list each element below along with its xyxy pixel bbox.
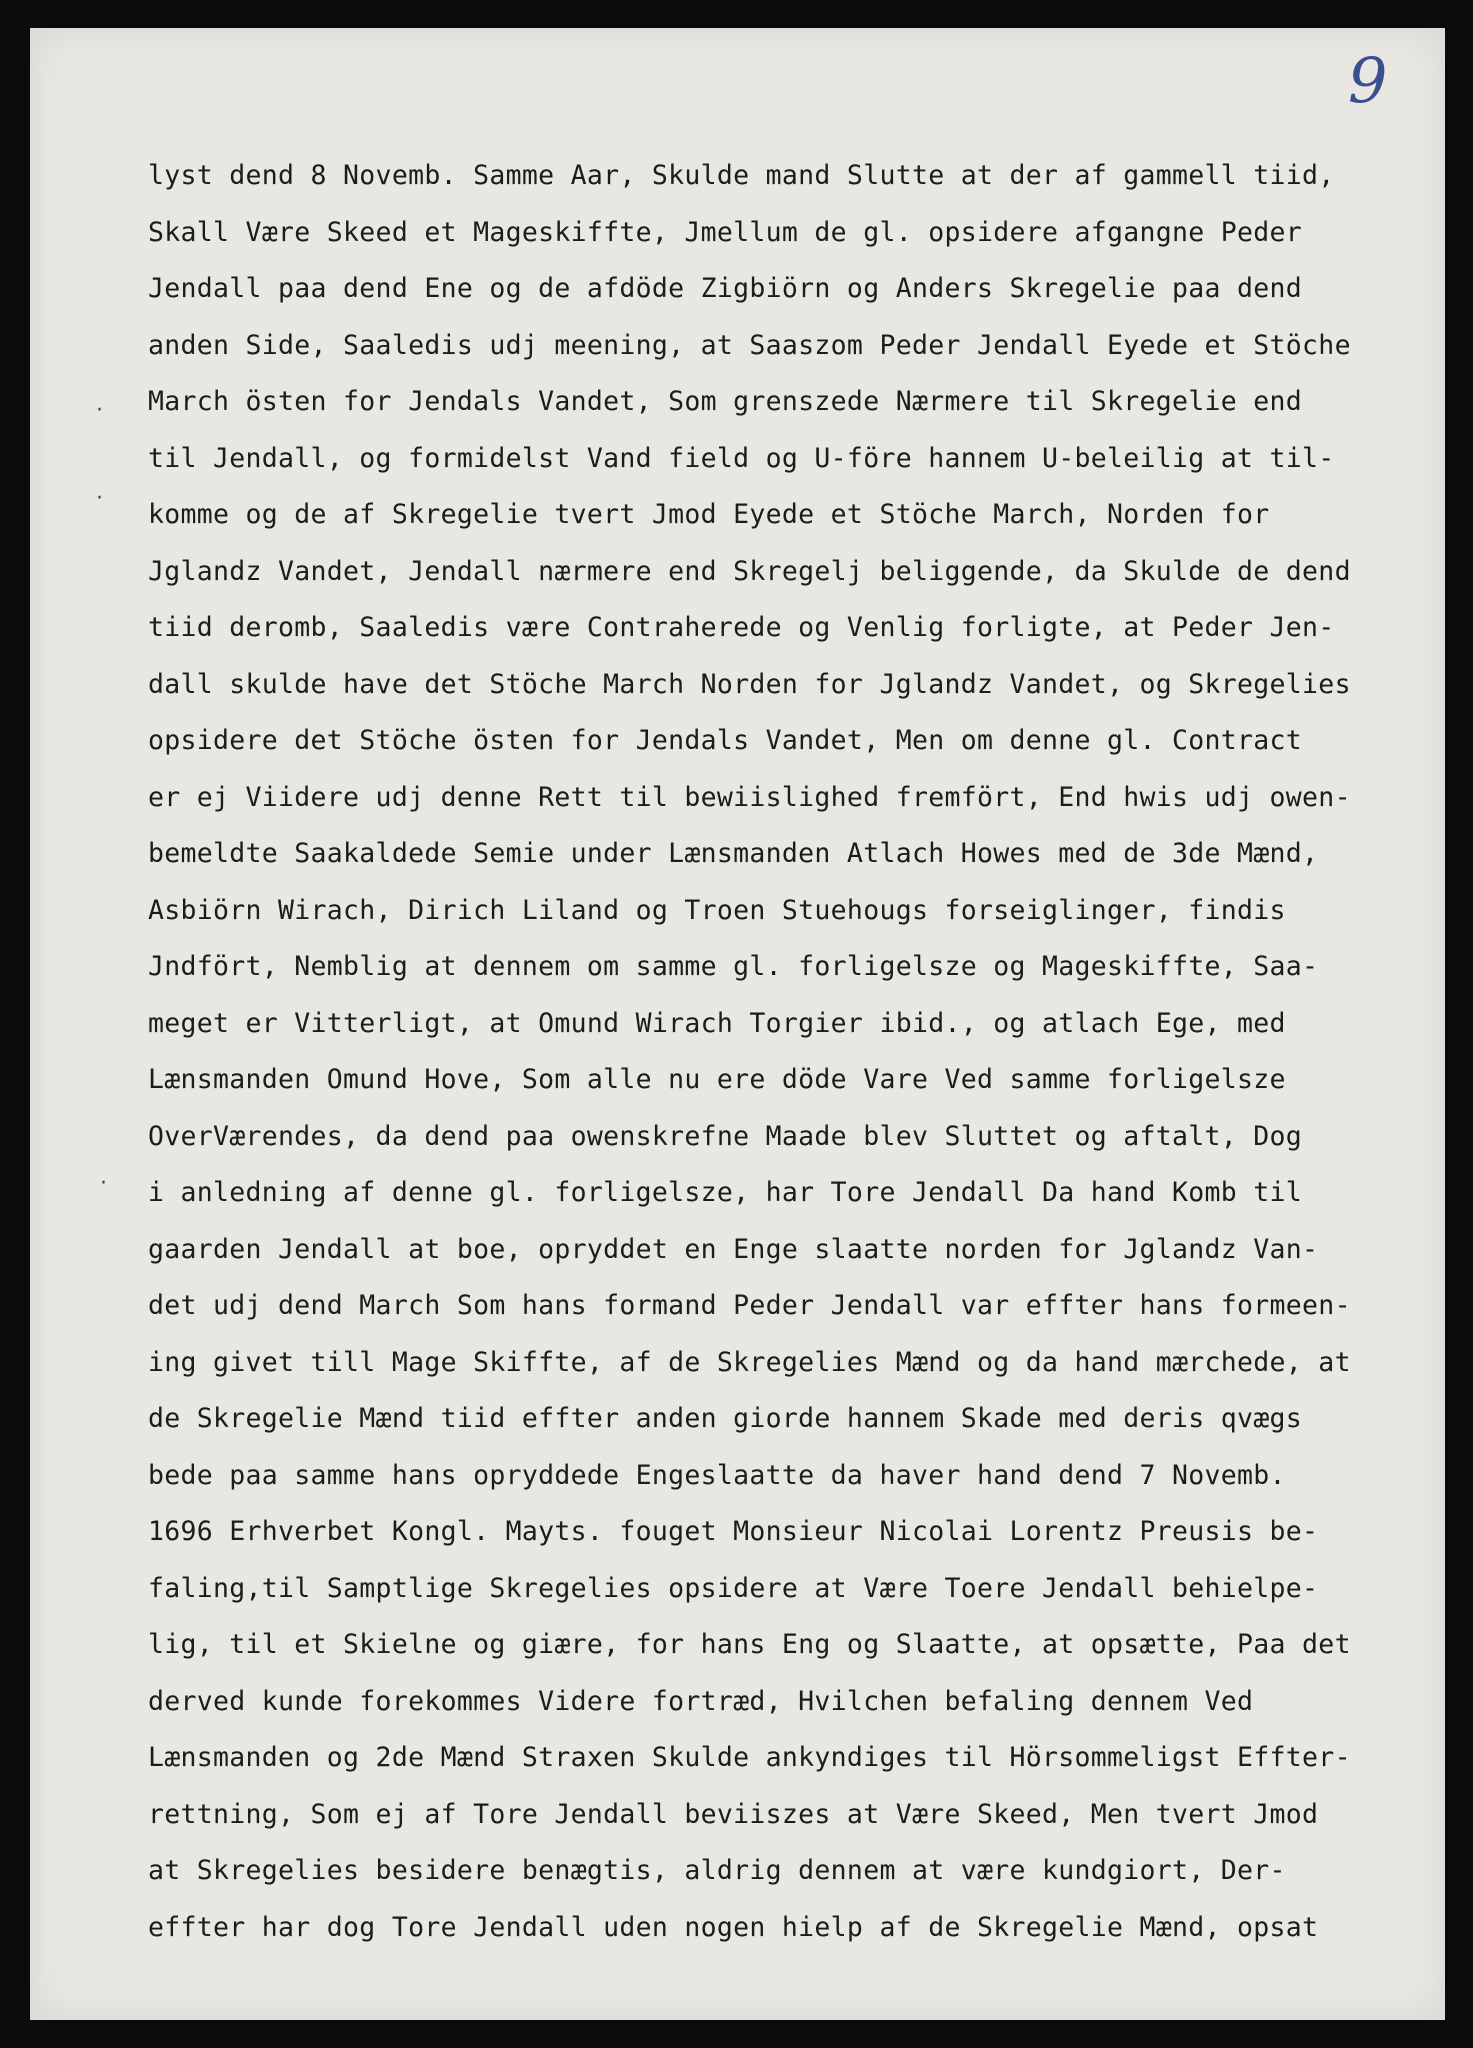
- text-line: 1696 Erhverbet Kongl. Mayts. fouget Monsieur Nicolai Lorentz Preusis be-: [148, 1516, 1319, 1547]
- text-line: lyst dend 8 Novemb. Samme Aar, Skulde mand Slutte at der af gammell tiid,: [148, 160, 1335, 191]
- text-line: komme og de af Skregelie tvert Jmod Eyede et Stöche March, Norden for: [148, 499, 1270, 530]
- text-line: at Skregelies besidere benægtis, aldrig dennem at være kundgiort, Der-: [148, 1855, 1286, 1886]
- text-line: Skall Være Skeed et Mageskiffte, Jmellum de gl. opsidere afgangne Peder: [148, 216, 1303, 248]
- margin-mark: ·: [96, 486, 103, 511]
- margin-mark: ·: [96, 398, 103, 423]
- text-line: Lænsmanden og 2de Mænd Straxen Skulde ankyndiges til Hörsommeligst Effter-: [148, 1742, 1351, 1773]
- text-line: anden Side, Saaledis udj meening, at Saaszom Peder Jendall Eyede et Stöche: [148, 329, 1351, 361]
- text-line: ing givet till Mage Skiffte, af de Skregelies Mænd og da hand mærchede, at: [148, 1346, 1351, 1378]
- text-line: effter har dog Tore Jendall uden nogen hielp af de Skregelie Mænd, opsat: [148, 1911, 1319, 1943]
- text-line: Jendall paa dend Ene og de afdöde Zigbiörn og Anders Skregelie paa dend: [148, 273, 1303, 304]
- text-line: tiid deromb, Saaledis være Contraherede og Venlig forligte, at Peder Jen-: [148, 612, 1335, 643]
- text-line: derved kunde forekommes Videre fortræd, Hvilchen befaling dennem Ved: [148, 1685, 1254, 1717]
- margin-mark: ·: [100, 1171, 107, 1196]
- text-line: rettning, Som ej af Tore Jendall beviiszes at Være Skeed, Men tvert Jmod: [148, 1798, 1319, 1830]
- text-line: bede paa samme hans opryddede Engeslaatte da haver hand dend 7 Novemb.: [148, 1459, 1286, 1491]
- text-line: Asbiörn Wirach, Dirich Liland og Troen Stuehougs forseiglinger, findis: [148, 894, 1286, 926]
- text-line: opsidere det Stöche östen for Jendals Vandet, Men om denne gl. Contract: [148, 725, 1303, 756]
- text-line: i anledning af denne gl. forligelsze, har Tore Jendall Da hand Komb til: [148, 1177, 1303, 1208]
- text-line: er ej Viidere udj denne Rett til bewiislighed fremfört, End hwis udj owen-: [148, 781, 1351, 813]
- text-line: det udj dend March Som hans formand Peder Jendall var effter hans formeen-: [148, 1290, 1351, 1321]
- text-line: de Skregelie Mænd tiid effter anden giorde hannem Skade med deris qvægs: [148, 1403, 1303, 1434]
- document-page: [30, 28, 1445, 2020]
- text-line: gaarden Jendall at boe, opryddet en Enge slaatte norden for Jglandz Van-: [148, 1233, 1319, 1265]
- page-number: 9: [1348, 44, 1388, 117]
- text-line: Lænsmanden Omund Hove, Som alle nu ere döde Vare Ved samme forligelsze: [148, 1064, 1286, 1095]
- text-line: lig, til et Skielne og giære, for hans Eng og Slaatte, at opsætte, Paa det: [148, 1629, 1351, 1660]
- text-line: Jndfört, Nemblig at dennem om samme gl. forligelsze og Mageskiffte, Saa-: [148, 951, 1319, 982]
- text-line: faling,til Samptlige Skregelies opsidere at Være Toere Jendall behielpe-: [148, 1572, 1319, 1604]
- text-line: til Jendall, og formidelst Vand field og U-före hannem U-beleilig at til-: [148, 442, 1335, 474]
- text-line: Jglandz Vandet, Jendall nærmere end Skregelj beliggende, da Skulde de dend: [148, 555, 1351, 587]
- text-line: March östen for Jendals Vandet, Som grenszede Nærmere til Skregelie end: [148, 386, 1303, 417]
- text-line: meget er Vitterligt, at Omund Wirach Torgier ibid., og atlach Ege, med: [148, 1007, 1286, 1039]
- text-line: bemeldte Saakaldede Semie under Lænsmanden Atlach Howes med de 3de Mænd,: [148, 838, 1319, 869]
- text-line: OverVærendes, da dend paa owenskrefne Maade blev Sluttet og aftalt, Dog: [148, 1120, 1303, 1152]
- document-body: [148, 148, 1388, 1956]
- text-line: dall skulde have det Stöche March Norden for Jglandz Vandet, og Skregelies: [148, 668, 1351, 700]
